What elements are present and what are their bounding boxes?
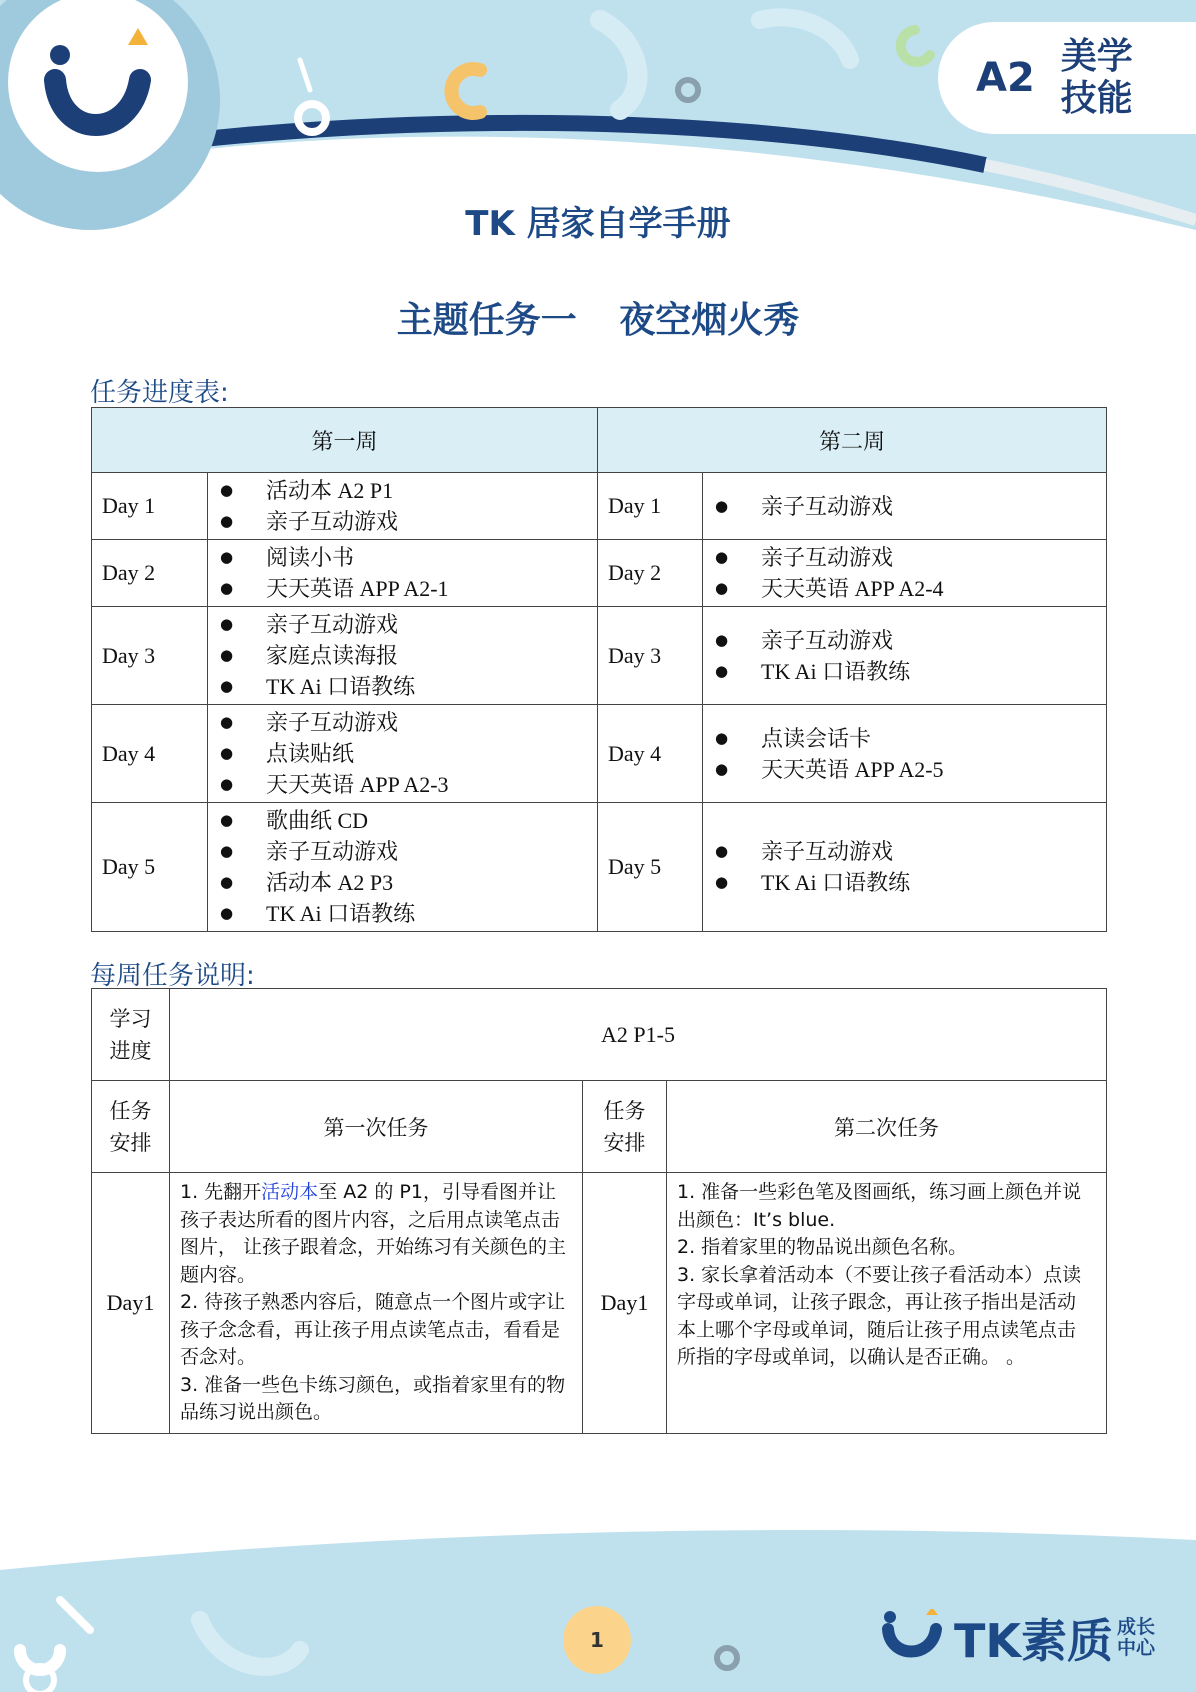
w1-day: Day 5 — [92, 803, 208, 932]
progress-label-line-2: 进度 — [109, 1038, 152, 1063]
arrange-label-right — [583, 1081, 667, 1173]
task-item: ● 亲子互动游戏 — [208, 506, 597, 537]
first-task-description — [170, 1173, 583, 1434]
task-item: ● 亲子互动游戏 — [703, 836, 1106, 867]
task-item: ● 亲子互动游戏 — [703, 542, 1106, 573]
progress-value: A2 P1-5 — [170, 989, 1107, 1081]
weekly-task-table — [91, 988, 1107, 1434]
task-item: ● TK Ai 口语教练 — [703, 656, 1106, 687]
brand-sub-1: 成长 — [1117, 1616, 1156, 1638]
weekly-heading: 每周任务说明: — [90, 961, 255, 991]
subject-line-1: 美学 — [1060, 36, 1133, 77]
task-item: ● TK Ai 口语教练 — [208, 898, 597, 929]
task-item: ● 阅读小书 — [208, 542, 597, 573]
w1-day: Day 1 — [92, 473, 208, 540]
page-number: 1 — [563, 1606, 631, 1674]
task-item: ● TK Ai 口语教练 — [703, 867, 1106, 898]
level-label: A2 — [976, 55, 1035, 101]
task-item: ● 亲子互动游戏 — [703, 625, 1106, 656]
task-item: ● 亲子互动游戏 — [703, 491, 1106, 522]
task-item: ● 亲子互动游戏 — [208, 836, 597, 867]
topic-title: 主题任务一 夜空烟火秀 — [396, 300, 800, 341]
second-task-header: 第二次任务 — [667, 1081, 1107, 1173]
w1-day: Day 3 — [92, 607, 208, 705]
task-item: ● 点读贴纸 — [208, 738, 597, 769]
arrange-label-left — [92, 1081, 170, 1173]
day-left: Day1 — [92, 1173, 170, 1434]
activity-book-link[interactable]: 活动本 — [261, 1181, 319, 1203]
second-task-step-1: 1. 准备一些彩色笔及图画纸，练习画上颜色并说出颜色：It’s blue. — [677, 1181, 1082, 1231]
day-right: Day1 — [583, 1173, 667, 1434]
w1-day: Day 4 — [92, 705, 208, 803]
arrange-label-line-1: 任务 — [603, 1098, 646, 1123]
task-item: ● 家庭点读海报 — [208, 640, 597, 671]
arrange-label-line-1: 任务 — [109, 1098, 152, 1123]
task-item: ● 活动本 A2 P3 — [208, 867, 597, 898]
progress-label — [92, 989, 170, 1081]
brand-sub-2: 中心 — [1117, 1637, 1156, 1659]
task-item: ● 亲子互动游戏 — [208, 609, 597, 640]
handbook-title: TK 居家自学手册 — [465, 204, 731, 244]
brand-logo-icon — [880, 1609, 944, 1667]
task-item: ● 歌曲纸 CD — [208, 805, 597, 836]
w2-day: Day 1 — [598, 473, 703, 540]
w1-day: Day 2 — [92, 540, 208, 607]
subject-line-2: 技能 — [1060, 78, 1133, 119]
w2-day: Day 4 — [598, 705, 703, 803]
second-task-step-3: 3. 家长拿着活动本（不要让孩子看活动本）点读字母或单词，让孩子跟念，再让孩子指出是活动本上哪个字母或单词，随后让孩子用点读笔点击所指的字母或单词，以确认是否正确。 。 — [677, 1263, 1082, 1368]
first-task-step-3: 3. 准备一些色卡练习颜色，或指着家里有的物品练习说出颜色。 — [180, 1373, 566, 1423]
task-item: ● 点读会话卡 — [703, 723, 1106, 754]
first-task-header: 第一次任务 — [170, 1081, 583, 1173]
week2-header: 第二周 — [598, 408, 1107, 473]
task-item: ● 天天英语 APP A2-1 — [208, 573, 597, 604]
arrange-label-line-2: 安排 — [603, 1130, 646, 1155]
task-item: ● 活动本 A2 P1 — [208, 475, 597, 506]
week1-header: 第一周 — [92, 408, 598, 473]
task-item: ● 天天英语 APP A2-5 — [703, 754, 1106, 785]
task-item: ● 天天英语 APP A2-4 — [703, 573, 1106, 604]
schedule-table — [91, 407, 1107, 932]
text: 至 A2 的 P1，引导看图并让孩子表达所看的图片内容，之后用点读笔点击图片， 让孩子跟着念，开始练习有关颜色的主题内容。 — [180, 1181, 567, 1286]
schedule-heading: 任务进度表: — [90, 378, 229, 408]
task-item: ● 亲子互动游戏 — [208, 707, 597, 738]
first-task-step-2: 2. 待孩子熟悉内容后，随意点一个图片或字让孩子念念看，再让孩子用点读笔点击，看看是否念对。 — [180, 1291, 566, 1368]
w2-day: Day 5 — [598, 803, 703, 932]
second-task-description — [667, 1173, 1107, 1434]
progress-label-line-1: 学习 — [109, 1006, 152, 1031]
w2-day: Day 2 — [598, 540, 703, 607]
arrange-label-line-2: 安排 — [109, 1130, 152, 1155]
second-task-step-2: 2. 指着家里的物品说出颜色名称。 — [677, 1236, 968, 1258]
task-item: ● TK Ai 口语教练 — [208, 671, 597, 702]
text: 1. 先翻开 — [180, 1181, 262, 1203]
brand-name: TK素质 — [954, 1614, 1114, 1668]
task-item: ● 天天英语 APP A2-3 — [208, 769, 597, 800]
footer-logo — [880, 1605, 1155, 1671]
w2-day: Day 3 — [598, 607, 703, 705]
level-badge — [938, 22, 1196, 134]
